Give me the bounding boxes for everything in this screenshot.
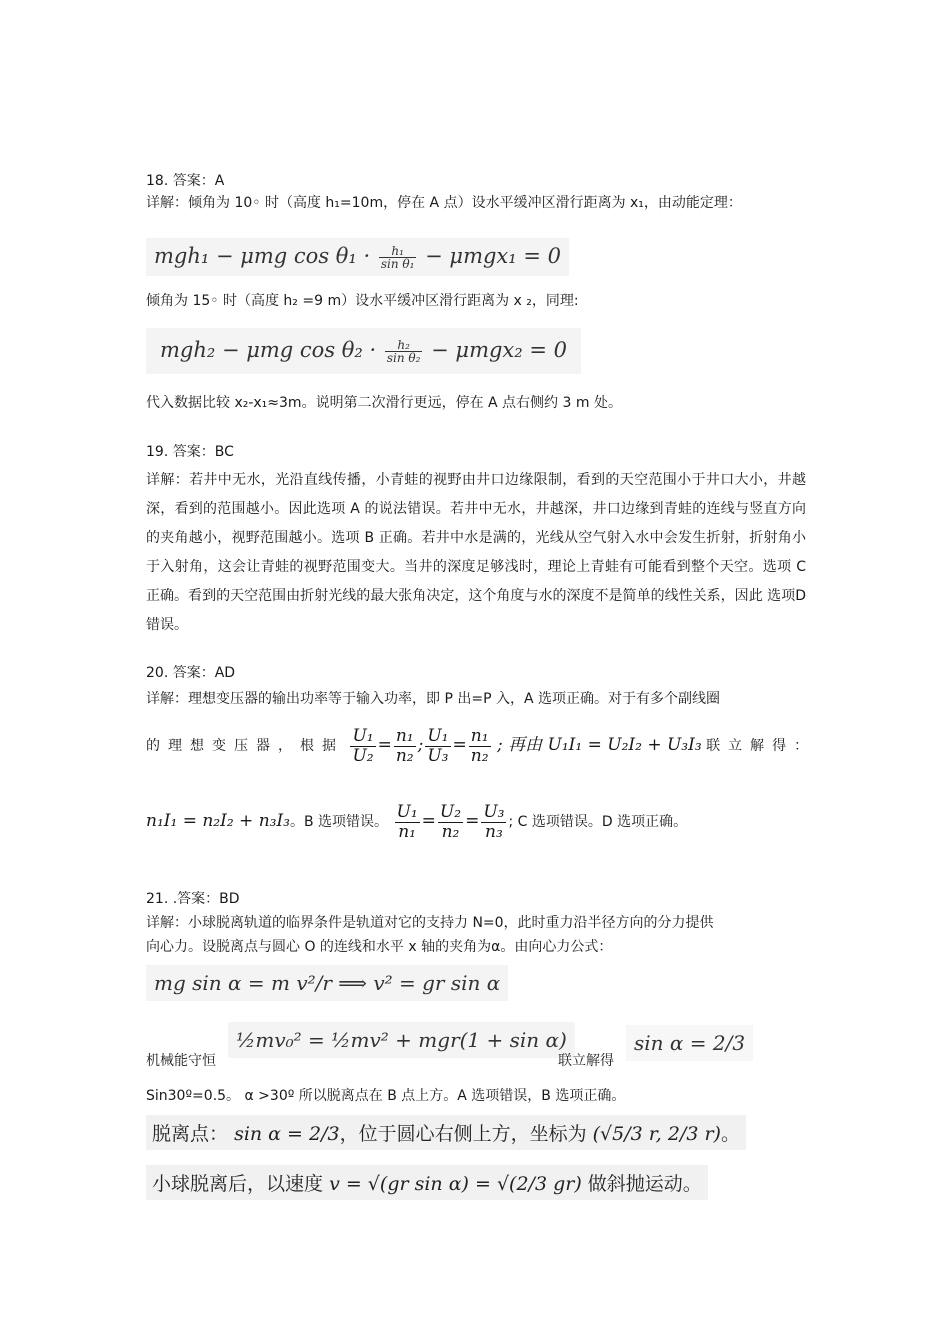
q20-fraction-u1-u2: [350, 727, 375, 766]
q20-g2-den: n₂: [441, 821, 460, 842]
q20-f2-den: n₂: [395, 745, 414, 766]
q18-equation-1: [146, 238, 569, 276]
q20-g1-num: U₁: [396, 801, 418, 822]
q21-label-energy: 机械能守恒: [146, 1053, 216, 1069]
q20-f1-den: U₂: [352, 745, 374, 766]
q20-f4-num: n₁: [470, 725, 489, 746]
q18-eq1-fraction: [379, 245, 417, 270]
q20-detail-3-eq: n₁I₁ = n₂I₂ + n₃I₃: [146, 811, 290, 831]
q20-fraction-u2-n2: [438, 803, 463, 842]
q20-f4-den: n₂: [470, 745, 489, 766]
q18-eq1-den: sin θ₁: [380, 257, 415, 271]
q21-banner-1-coord: (√5/3 r, 2/3 r): [592, 1123, 721, 1145]
q21-header: 21. .答案：BD: [146, 891, 240, 907]
q20-fraction-u1-u3: [425, 727, 450, 766]
q20-detail-2-prefix: 的理想变压器，根据: [146, 738, 344, 754]
q21-banner-2-text: 小球脱离后，以速度: [152, 1173, 324, 1195]
q19-body: 详解：若井中无水，光沿直线传播，小青蛙的视野由井口边缘限制，看到的天空范围小于井口大小，井越深，看到的范围越小。因此选项 A 的说法错误。若井中无水，井越深，井口边缘到青蛙的连线与竖直方向的夹角越小，视野范围越小。选项 B 正确。若井中水是满的，光线从空气射入水中会发生折射，折射角小于入射角，这会让青蛙的视野范围变大。当井的深度足够浅时，理论上青蛙有可能看到整个天空。选项 C 正确。看到的天空范围由折射光线的最大张角决定，这个角度与水的深度不是简单的线性关系，因此 选项D 错误。: [146, 472, 806, 633]
q20-semicolon: ;: [417, 735, 424, 755]
q18-eq1-left: mgh₁ − μmg cos θ₁ ·: [154, 244, 371, 268]
q20-g1-den: n₁: [398, 821, 416, 842]
q20-detail-2: [146, 722, 816, 769]
q20-equals-2: =: [452, 735, 467, 755]
q21-eq-energy: ½mv₀² = ½mv² + mgr(1 + sin α): [228, 1022, 575, 1058]
q21-eq-centripetal: mg sin α = m v²/r ⟹ v² = gr sin α: [146, 965, 508, 1001]
q20-detail-1: 详解：理想变压器的输出功率等于输入功率，即 P 出=P 入，A 选项正确。对于有多个副线圈: [146, 691, 720, 707]
q21-detail-1: 详解：小球脱离轨道的临界条件是轨道对它的支持力 N=0，此时重力沿半径方向的分力提供: [146, 915, 714, 931]
q20-f3-num: U₁: [427, 725, 449, 746]
q21-conclusion: Sin30º=0.5。 α >30º 所以脱离点在 B 点上方。A 选项错误，B 选项正确。: [146, 1088, 626, 1104]
q21-banner-1-end: 。: [720, 1123, 740, 1145]
q18-eq2-left: mgh₂ − μmg cos θ₂ ·: [160, 338, 377, 362]
q20-g3-den: n₃: [485, 821, 503, 842]
q19-header: 19. 答案：BC: [146, 444, 234, 460]
q20-detail-3-c: ; C 选项错误。D 选项正确。: [508, 814, 688, 830]
q21-banner-1-math: sin α = 2/3: [234, 1123, 340, 1145]
q21-eq-solve: sin α = 2/3: [626, 1025, 753, 1061]
q20-header: 20. 答案：AD: [146, 665, 236, 681]
q20-fraction-u1-n1: [395, 803, 420, 842]
q20-detail-3-b: 。B 选项错误。: [290, 814, 389, 830]
q18-equation-2: [146, 328, 581, 374]
q21-banner-2-math: v = √(gr sin α) = √(2/3 gr): [329, 1173, 582, 1195]
q21-banner-2-end: 做斜抛运动。: [587, 1173, 702, 1195]
q18-header: 18. 答案：A: [146, 173, 225, 189]
q20-f1-num: U₁: [352, 725, 374, 746]
q21-banner-projectile: [146, 1165, 708, 1200]
q18-conclusion: 代入数据比较 x₂-x₁≈3m。说明第二次滑行更远，停在 A 点右侧约 3 m 处。: [146, 395, 622, 411]
q18-eq1-num: h₁: [379, 245, 417, 258]
q21-banner-1-text2: ，位于圆心右侧上方，坐标为: [339, 1123, 587, 1145]
q20-fraction-n1-n2: [394, 727, 416, 766]
q20-detail-2-suffix: 联立解得：: [706, 738, 817, 754]
q18-detail-1: 详解：倾角为 10◦ 时（高度 h₁=10m，停在 A 点）设水平缓冲区滑行距离为 x₁，由动能定理：: [146, 195, 742, 211]
q18-eq2-den: sin θ₂: [386, 351, 421, 365]
q20-g3-num: U₃: [483, 801, 505, 822]
q18-eq2-right: − μmgx₂ = 0: [431, 338, 567, 362]
q18-detail-2: 倾角为 15◦ 时（高度 h₂ =9 m）设水平缓冲区滑行距离为 x ₂，同理:: [146, 293, 579, 309]
q18-eq1-right: − μmgx₁ = 0: [425, 244, 561, 268]
q20-detail-2-mid: ; 再由 U₁I₁ = U₂I₂ + U₃I₃: [496, 735, 702, 755]
q20-fraction-n1-n2-b: [469, 727, 491, 766]
q20-g2-num: U₂: [439, 801, 462, 822]
q21-detail-2: 向心力。设脱离点与圆心 O 的连线和水平 x 轴的夹角为α。由向心力公式：: [146, 939, 613, 955]
q21-banner-breakaway-point: [146, 1115, 746, 1150]
q18-eq2-fraction: [385, 339, 423, 364]
q20-detail-3: [146, 798, 687, 845]
q20-fraction-u3-n3: [481, 803, 506, 842]
q21-label-solve: 联立解得: [558, 1053, 614, 1069]
q20-f3-den: U₃: [427, 745, 449, 766]
q18-eq2-num: h₂: [385, 339, 423, 352]
q20-f2-num: n₁: [395, 725, 414, 746]
q20-equals-4: =: [465, 811, 480, 831]
q21-banner-1-text: 脱离点：: [152, 1123, 229, 1145]
q20-equals-1: =: [377, 735, 392, 755]
q20-equals-3: =: [421, 811, 436, 831]
